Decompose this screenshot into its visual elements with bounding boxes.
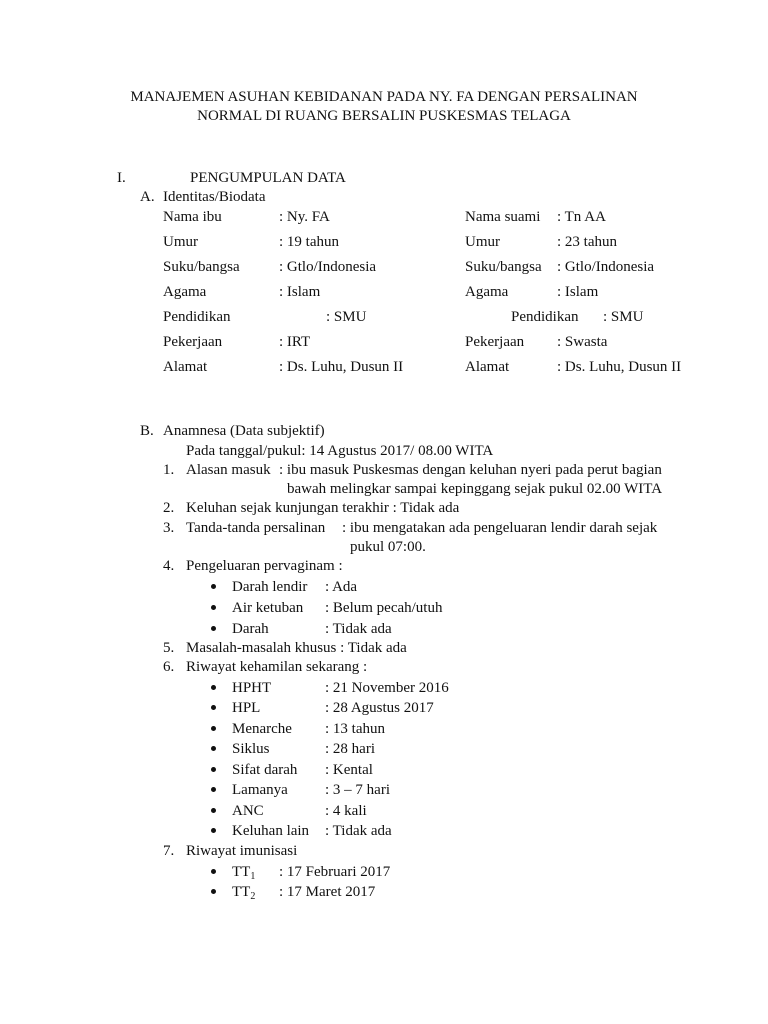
bullet-icon (211, 869, 216, 874)
bullet-icon (211, 787, 216, 792)
bullet-label: Darah lendir (232, 579, 308, 595)
bullet-label: ANC (232, 803, 264, 819)
bullet-value: : 17 Maret 2017 (279, 884, 376, 900)
bullet-icon (211, 584, 216, 589)
bullet-value: : 4 kali (325, 803, 367, 819)
list-number: 3. (163, 520, 175, 536)
bullet-value: : 17 Februari 2017 (279, 864, 391, 880)
bullet-label-text: TT (232, 884, 251, 900)
ibu-label: Agama (163, 284, 207, 300)
bullet-label-subscript: 2 (250, 891, 256, 902)
list-item-text: Keluhan sejak kunjungan terakhir : Tidak ada (186, 500, 460, 516)
ibu-label: Nama ibu (163, 209, 222, 225)
suami-label: Agama (465, 284, 509, 300)
suami-label: Pendidikan (511, 309, 579, 325)
bullet-label-text: TT (232, 864, 251, 880)
subsection-b-heading: Anamnesa (Data subjektif) (163, 423, 325, 439)
bullet-value: : Tidak ada (325, 621, 392, 637)
suami-label: Pekerjaan (465, 334, 525, 350)
bullet-label: Keluhan lain (232, 823, 310, 839)
bullet-icon (211, 889, 216, 894)
ibu-value: : Gtlo/Indonesia (279, 259, 377, 275)
bullet-value: : 28 Agustus 2017 (325, 700, 434, 716)
bullet-icon (211, 726, 216, 731)
list-item-text: Riwayat kehamilan sekarang : (186, 659, 368, 675)
bullet-icon (211, 705, 216, 710)
bullet-value: : Ada (325, 579, 358, 595)
list-number: 1. (163, 462, 175, 478)
section-heading: PENGUMPULAN DATA (190, 170, 346, 186)
bullet-icon (211, 605, 216, 610)
list-item-label: Alasan masuk (186, 462, 271, 478)
bullet-value: : Kental (325, 762, 373, 778)
bullet-value: : 3 – 7 hari (325, 782, 390, 798)
bullet-value: : 21 November 2016 (325, 680, 449, 696)
bullet-value: : Tidak ada (325, 823, 392, 839)
list-item-text: : ibu mengatakan ada pengeluaran lendir darah sejak (342, 520, 658, 536)
bullet-label: Menarche (232, 721, 292, 737)
bullet-label: Air ketuban (232, 600, 304, 616)
bullet-label-subscript: 1 (250, 871, 256, 882)
suami-label: Umur (465, 234, 500, 250)
list-item-text: Pengeluaran pervaginam : (186, 558, 343, 574)
document-title-line-2: NORMAL DI RUANG BERSALIN PUSKESMAS TELAGA (197, 108, 571, 124)
list-item-text: Riwayat imunisasi (186, 843, 298, 859)
suami-label: Nama suami (465, 209, 541, 225)
suami-label: Alamat (465, 359, 510, 375)
ibu-value: : SMU (326, 309, 367, 325)
bullet-label: HPHT (232, 680, 272, 696)
ibu-label: Umur (163, 234, 198, 250)
list-item-text: : ibu masuk Puskesmas dengan keluhan nyeri pada perut bagian (279, 462, 662, 478)
list-item-text: bawah melingkar sampai kepinggang sejak pukul 02.00 WITA (287, 481, 663, 497)
bullet-icon (211, 828, 216, 833)
list-number: 4. (163, 558, 175, 574)
list-number: 2. (163, 500, 175, 516)
suami-value: : Gtlo/Indonesia (557, 259, 655, 275)
suami-value: : Swasta (557, 334, 608, 350)
subsection-a-heading: Identitas/Biodata (163, 189, 266, 205)
ibu-label: Alamat (163, 359, 208, 375)
bullet-icon (211, 746, 216, 751)
section-number: I. (117, 170, 126, 186)
suami-value: : Tn AA (557, 209, 606, 225)
bullet-icon (211, 685, 216, 690)
bullet-icon (211, 767, 216, 772)
suami-value: : Islam (557, 284, 599, 300)
ibu-label: Pendidikan (163, 309, 231, 325)
ibu-value: : Ny. FA (279, 209, 330, 225)
list-item-text: Masalah-masalah khusus : Tidak ada (186, 640, 407, 656)
list-item-text: pukul 07:00. (350, 539, 426, 555)
suami-value: : Ds. Luhu, Dusun II (557, 359, 682, 375)
bullet-label: HPL (232, 700, 261, 716)
bullet-icon (211, 626, 216, 631)
bullet-label: Lamanya (232, 782, 288, 798)
list-number: 7. (163, 843, 175, 859)
suami-label: Suku/bangsa (465, 259, 542, 275)
suami-value: : SMU (603, 309, 644, 325)
ibu-label: Pekerjaan (163, 334, 223, 350)
subsection-b-letter: B. (140, 423, 154, 439)
ibu-value: : Islam (279, 284, 321, 300)
bullet-icon (211, 808, 216, 813)
suami-value: : 23 tahun (557, 234, 617, 250)
bullet-label (232, 863, 255, 881)
subsection-a-letter: A. (140, 189, 155, 205)
ibu-value: : Ds. Luhu, Dusun II (279, 359, 404, 375)
bullet-value: : 13 tahun (325, 721, 385, 737)
list-item-label: Tanda-tanda persalinan (186, 520, 326, 536)
bullet-label: Siklus (232, 741, 270, 757)
ibu-value: : IRT (279, 334, 311, 350)
anamnesa-date: Pada tanggal/pukul: 14 Agustus 2017/ 08.00 WITA (186, 443, 494, 459)
bullet-label (232, 883, 255, 901)
list-number: 6. (163, 659, 175, 675)
ibu-value: : 19 tahun (279, 234, 339, 250)
list-number: 5. (163, 640, 175, 656)
bullet-label: Sifat darah (232, 762, 298, 778)
bullet-value: : 28 hari (325, 741, 375, 757)
bullet-value: : Belum pecah/utuh (325, 600, 443, 616)
ibu-label: Suku/bangsa (163, 259, 240, 275)
bullet-label: Darah (232, 621, 269, 637)
document-title-line-1: MANAJEMEN ASUHAN KEBIDANAN PADA NY. FA DENGAN PERSALINAN (130, 89, 638, 105)
